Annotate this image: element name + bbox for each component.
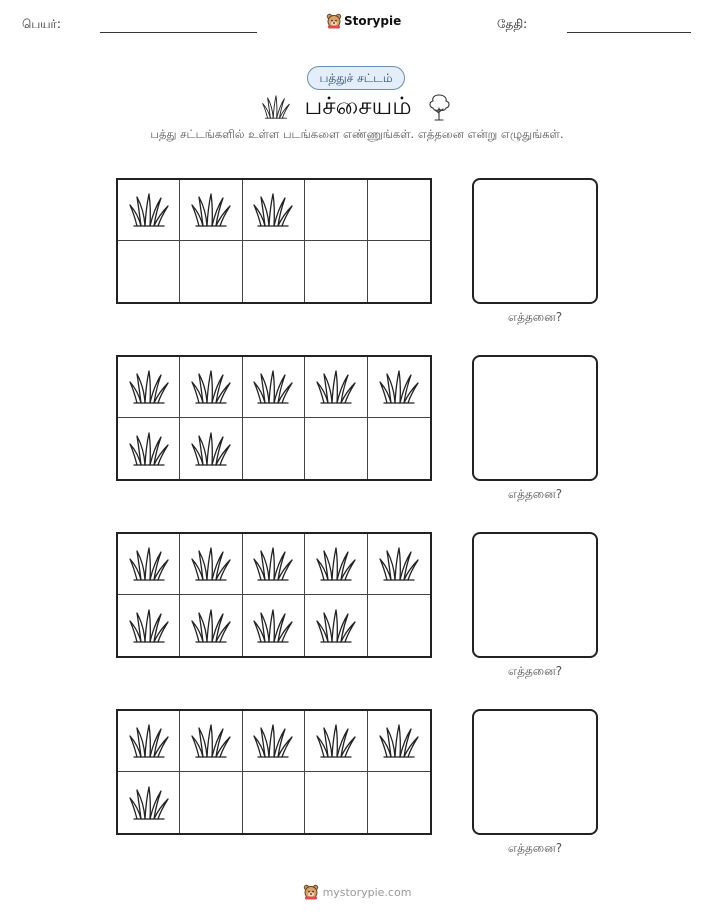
frame-cell-filled [118, 595, 180, 656]
footer [0, 884, 714, 900]
grass-icon [253, 192, 293, 228]
worksheet-header [0, 0, 714, 50]
frame-cell-filled [180, 418, 242, 479]
date-label: தேதி: [497, 17, 528, 31]
grass-icon [191, 431, 231, 467]
frame-cell-filled [118, 418, 180, 479]
frame-cell-empty [118, 241, 180, 302]
frame-cell-filled [368, 711, 430, 772]
grass-icon [316, 608, 356, 644]
grass-icon [129, 192, 169, 228]
grass-icon [191, 369, 231, 405]
brand-logo [326, 13, 401, 29]
frame-cell-filled [243, 534, 305, 595]
frame-cell-empty [368, 180, 430, 241]
frame-cell-empty [243, 418, 305, 479]
frame-cell-empty [368, 241, 430, 302]
frame-cell-empty [305, 772, 367, 833]
frame-cell-empty [368, 595, 430, 656]
answer-box-1[interactable] [472, 178, 598, 304]
grass-icon [379, 369, 419, 405]
frame-cell-empty [243, 241, 305, 302]
page-title: பச்சையம் [304, 91, 412, 120]
grass-icon [253, 369, 293, 405]
frame-cell-empty [368, 772, 430, 833]
question-label-4: எத்தனை? [507, 841, 563, 855]
name-line[interactable] [100, 32, 257, 33]
title-row [0, 90, 714, 124]
grass-icon [129, 431, 169, 467]
brand-name: Storypie [344, 14, 402, 28]
question-label-2: எத்தனை? [507, 487, 563, 501]
frame-cell-filled [305, 595, 367, 656]
grass-icon [191, 608, 231, 644]
answer-box-4[interactable] [472, 709, 598, 835]
frame-cell-filled [243, 711, 305, 772]
frame-cell-filled [118, 357, 180, 418]
grass-icon [129, 723, 169, 759]
question-label-1: எத்தனை? [507, 310, 563, 324]
frame-cell-empty [305, 180, 367, 241]
frame-cell-filled [305, 711, 367, 772]
grass-icon [191, 192, 231, 228]
grass-icon [191, 723, 231, 759]
grass-icon [262, 94, 290, 120]
footer-url: mystorypie.com [322, 885, 412, 899]
frame-cell-empty [368, 418, 430, 479]
grass-icon [253, 546, 293, 582]
grass-icon [316, 546, 356, 582]
frame-cell-filled [180, 357, 242, 418]
instruction-text: பத்து சட்டங்களில் உள்ள படங்களை எண்ணுங்கள். எத்தனை என்று எழுதுங்கள். [150, 127, 564, 141]
bear-mascot-icon [303, 884, 319, 900]
grass-icon [129, 785, 169, 821]
frame-cell-empty [243, 772, 305, 833]
frame-cell-filled [180, 711, 242, 772]
answer-box-3[interactable] [472, 532, 598, 658]
grass-icon [379, 546, 419, 582]
frame-cell-filled [118, 180, 180, 241]
grass-icon [316, 369, 356, 405]
frame-cell-filled [243, 357, 305, 418]
frame-cell-filled [180, 180, 242, 241]
frame-cell-empty [180, 241, 242, 302]
frame-cell-filled [180, 595, 242, 656]
frame-cell-filled [118, 711, 180, 772]
frame-cell-filled [243, 595, 305, 656]
ten-frame-2 [116, 355, 432, 481]
answer-box-2[interactable] [472, 355, 598, 481]
frame-cell-empty [305, 418, 367, 479]
frame-cell-empty [305, 241, 367, 302]
name-label: பெயர்: [22, 17, 61, 31]
frame-cell-filled [118, 772, 180, 833]
ten-frame-3 [116, 532, 432, 658]
frame-cell-filled [305, 534, 367, 595]
grass-icon [379, 723, 419, 759]
frame-cell-filled [368, 534, 430, 595]
grass-icon [253, 723, 293, 759]
date-line[interactable] [567, 32, 691, 33]
topic-badge: பத்துச் சட்டம் [307, 66, 405, 90]
question-label-3: எத்தனை? [507, 664, 563, 678]
grass-icon [129, 369, 169, 405]
frame-cell-filled [305, 357, 367, 418]
grass-icon [129, 608, 169, 644]
frame-cell-filled [368, 357, 430, 418]
frame-cell-empty [180, 772, 242, 833]
tree-icon [426, 93, 452, 121]
bear-mascot-icon [326, 13, 342, 29]
ten-frame-4 [116, 709, 432, 835]
grass-icon [316, 723, 356, 759]
ten-frame-1 [116, 178, 432, 304]
frame-cell-filled [118, 534, 180, 595]
grass-icon [191, 546, 231, 582]
frame-cell-filled [180, 534, 242, 595]
frame-cell-filled [243, 180, 305, 241]
grass-icon [129, 546, 169, 582]
grass-icon [253, 608, 293, 644]
